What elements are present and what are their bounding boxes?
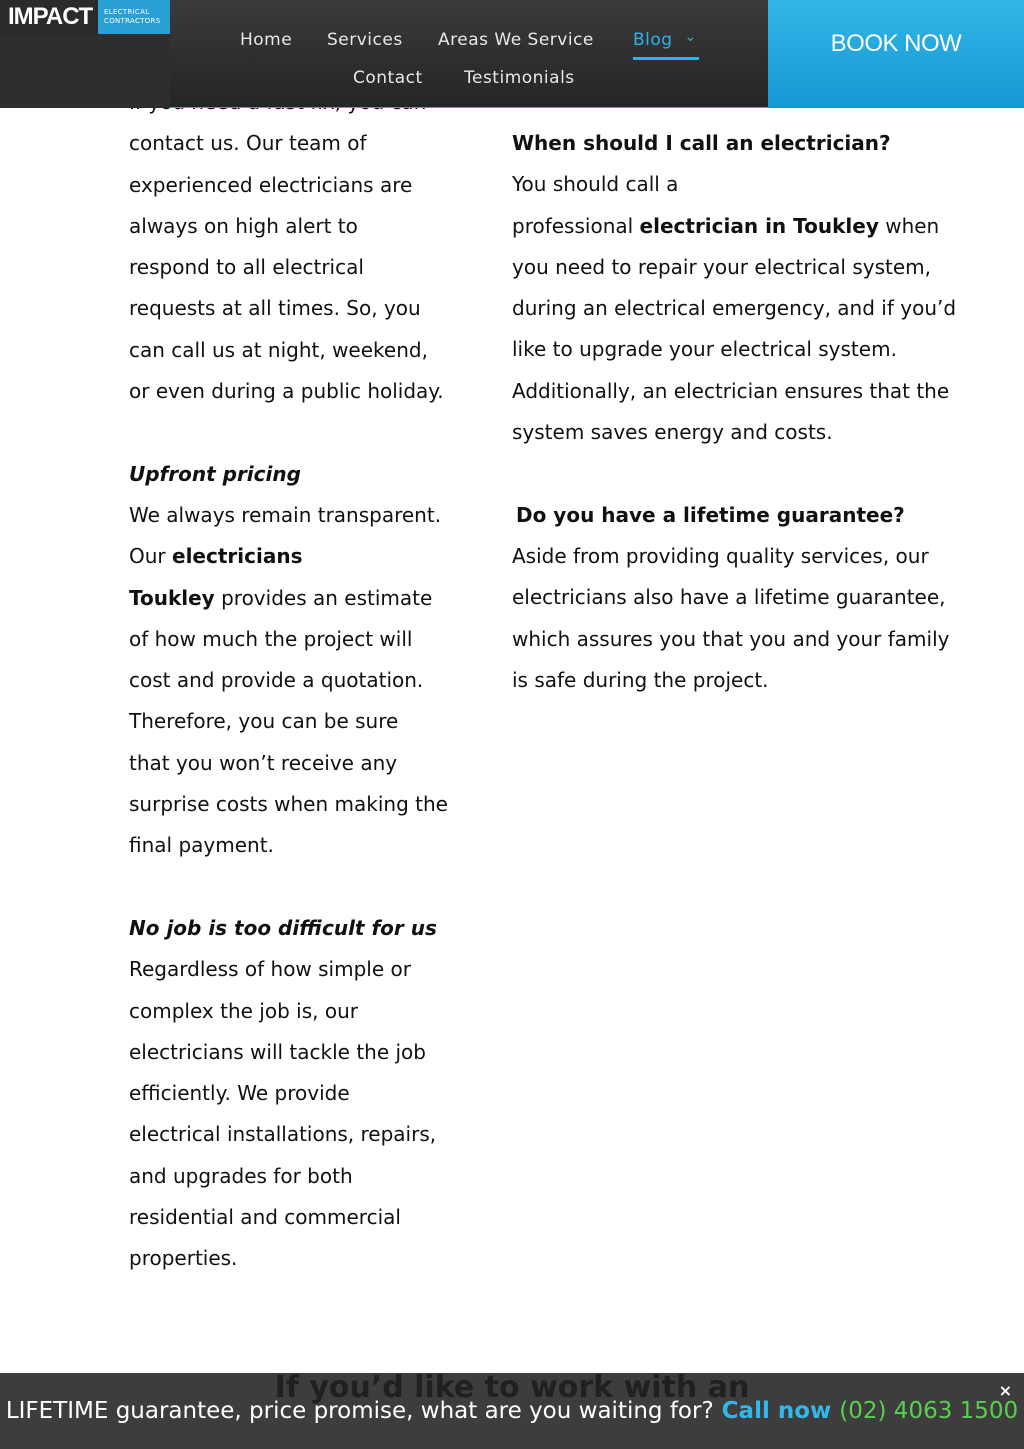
nav-contact[interactable]: Contact — [353, 68, 423, 88]
keyword-link: electricians — [172, 544, 303, 569]
main-nav — [170, 0, 768, 108]
text-line: which assures you that you and your family — [512, 626, 950, 651]
logo-wordmark: IMPACT — [0, 0, 98, 34]
nav-home[interactable]: Home — [240, 30, 293, 50]
text-line: We always remain transparent. — [129, 502, 442, 527]
text-line: you need to repair your electrical system, — [512, 254, 931, 279]
text-line: of how much the project will — [129, 626, 413, 651]
text-line: Regardless of how simple or — [129, 957, 411, 982]
nav-services[interactable]: Services — [327, 30, 403, 50]
text-line: Aside from providing quality services, our — [512, 543, 929, 568]
phone-link[interactable]: (02) 4063 1500 — [839, 1398, 1019, 1424]
text-line: Our electricians — [129, 544, 303, 569]
text-line: Toukley provides an estimate — [129, 585, 433, 610]
text-line: during an electrical emergency, and if you’d — [512, 296, 957, 321]
header-left-panel — [0, 0, 170, 108]
text-line: like to upgrade your electrical system. — [512, 337, 897, 362]
promo-bar — [0, 1373, 1024, 1449]
close-icon[interactable]: × — [998, 1381, 1012, 1400]
text-line: properties. — [129, 1246, 238, 1271]
nav-areas[interactable]: Areas We Service — [438, 30, 594, 50]
logo[interactable] — [0, 0, 170, 34]
text-line: You should call a — [512, 172, 679, 197]
text-line: residential and commercial — [129, 1205, 401, 1230]
site-header — [0, 0, 1024, 108]
faq-question: When should I call an electrician? — [512, 131, 891, 155]
text-line: that you won’t receive any — [129, 750, 398, 775]
text-line: Therefore, you can be sure — [129, 709, 399, 734]
no-job-heading: No job is too difficult for us — [129, 915, 437, 940]
text-line: professional electrician in Toukley when — [512, 213, 940, 238]
text-line: requests at all times. So, you — [129, 296, 421, 321]
text-line: electricians will tackle the job — [129, 1039, 426, 1064]
nav-testimonials[interactable]: Testimonials — [464, 68, 575, 88]
text-line: cost and provide a quotation. — [129, 668, 424, 693]
text-line: electrical installations, repairs, — [129, 1122, 437, 1147]
text-line: system saves energy and costs. — [512, 420, 833, 445]
faq-question: Do you have a lifetime guarantee? — [516, 502, 905, 527]
text-line: final payment. — [129, 833, 274, 858]
logo-subtitle: ELECTRICAL CONTRACTORS — [98, 0, 170, 34]
text-line: can call us at night, weekend, — [129, 337, 428, 362]
text-line: contact us. Our team of — [129, 131, 367, 156]
text-line: or even during a public holiday. — [129, 379, 444, 404]
upfront-pricing-heading: Upfront pricing — [129, 461, 301, 486]
keyword-link: electrician in Toukley — [639, 213, 879, 238]
text-line: Additionally, an electrician ensures that the — [512, 378, 950, 403]
text-line: experienced electricians are — [129, 172, 413, 197]
book-now-button[interactable]: BOOK NOW — [768, 0, 1024, 108]
text-line: electricians also have a lifetime guarantee, — [512, 585, 946, 610]
text-line: and upgrades for both — [129, 1163, 353, 1188]
call-now-label[interactable]: Call now — [721, 1398, 832, 1424]
text-line: complex the job is, our — [129, 998, 358, 1023]
promo-text: LIFETIME guarantee, price promise, what are you waiting for? — [5, 1398, 714, 1424]
text-line: is safe during the project. — [512, 667, 769, 692]
active-indicator — [633, 57, 699, 60]
left-column — [129, 82, 459, 1280]
text-line: surprise costs when making the — [129, 792, 448, 817]
text-line: always on high alert to — [129, 213, 358, 238]
text-line: efficiently. We provide — [129, 1081, 350, 1106]
keyword-link: Toukley — [129, 585, 215, 610]
text-line: respond to all electrical — [129, 255, 364, 280]
nav-blog-label: Blog — [633, 30, 673, 50]
nav-blog[interactable] — [633, 30, 697, 50]
right-column — [512, 123, 962, 701]
chevron-down-icon: ⌄ — [684, 29, 697, 45]
